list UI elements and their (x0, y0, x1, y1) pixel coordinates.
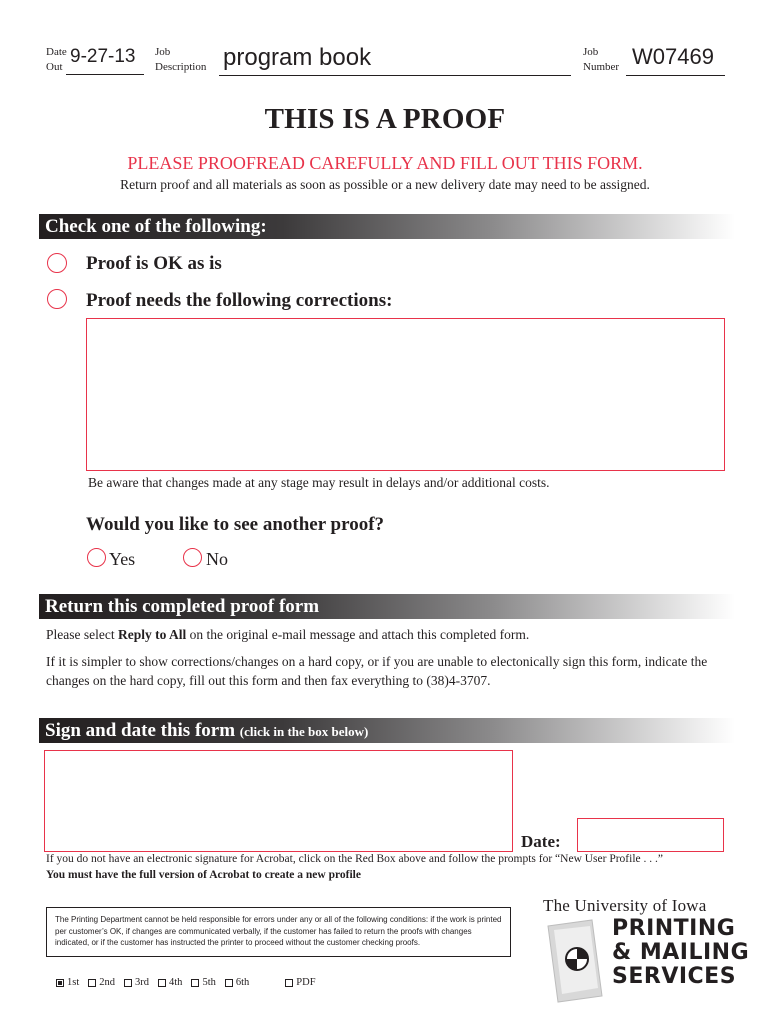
proof-1st[interactable] (56, 977, 79, 988)
job-label: Job (155, 46, 171, 58)
proof-5th[interactable] (191, 977, 215, 988)
logo-line-printing: PRINTING (612, 916, 736, 941)
yes-radio[interactable] (87, 548, 106, 567)
date-out-value: 9-27-13 (70, 46, 136, 67)
date-out-label (46, 46, 67, 73)
checkbox-icon[interactable] (191, 979, 199, 987)
proof-2nd-label: 2nd (99, 977, 116, 988)
reply-all-instruction (46, 625, 726, 644)
checkbox-icon[interactable] (225, 979, 233, 987)
proof-3rd-label: 3rd (135, 977, 150, 988)
sign-section-heading (39, 718, 735, 743)
proof-number-row (56, 977, 316, 988)
yes-label: Yes (109, 549, 136, 569)
sign-heading-note: (click in the box below) (239, 724, 369, 739)
sign-heading-text: Sign and date this form (45, 720, 236, 741)
return-instructions: Return proof and all materials as soon as possible or a new delivery date may need to be assigned. (120, 177, 650, 192)
logo-line-mailing: & MAILING (612, 940, 750, 965)
reply-all-bold: Reply to All (117, 627, 187, 642)
disclaimer-box (46, 907, 511, 957)
job-number-value: W07469 (632, 44, 714, 69)
proof-ok-label: Proof is OK as is (86, 253, 222, 274)
number-label: Number (583, 61, 620, 73)
printing-logo-icon (540, 918, 610, 1004)
job-description-label (155, 46, 206, 73)
logo-line-services: SERVICES (612, 964, 737, 989)
disclaimer-text: The Printing Department cannot be held responsible for errors under any or all of the following conditions: if the work is printed per customer’s OK, if changes are communicated verbally, if the customer has failed to return the proofs with changes indicated, or if the customer has instructed the printer to proceed without the customer checking proofs. (55, 915, 502, 947)
sign-date-field[interactable] (577, 818, 724, 852)
proofread-subtitle: PLEASE PROOFREAD CAREFULLY AND FILL OUT THIS FORM. (127, 153, 643, 173)
proof-4th-label: 4th (169, 977, 183, 988)
job-description-field[interactable] (219, 44, 571, 76)
date-label-sign: Date: (521, 832, 561, 851)
proof-6th[interactable] (225, 977, 249, 988)
job-number-field[interactable] (626, 44, 725, 76)
changes-warning: Be aware that changes made at any stage may result in delays and/or additional costs. (88, 475, 550, 490)
out-label: Out (46, 61, 63, 73)
return-section-heading (39, 594, 735, 619)
check-section-heading (39, 214, 735, 239)
reply-all-post: on the original e-mail message and attach this completed form. (186, 627, 530, 642)
proof-3rd[interactable] (124, 977, 149, 988)
checkbox-checked-icon[interactable] (56, 979, 64, 987)
proof-corrections-radio[interactable] (47, 289, 67, 309)
job-number-label-1: Job (583, 46, 599, 58)
job-number-label (583, 46, 619, 73)
proof-4th[interactable] (158, 977, 182, 988)
proof-5th-label: 5th (202, 977, 216, 988)
proof-6th-label: 6th (235, 977, 250, 988)
another-proof-question: Would you like to see another proof? (86, 514, 385, 535)
university-name: The University of Iowa (543, 896, 707, 915)
proof-ok-radio[interactable] (47, 253, 67, 273)
printing-mailing-services-logo (612, 917, 749, 989)
signature-box[interactable] (44, 750, 513, 852)
corrections-textarea[interactable] (86, 318, 725, 471)
proof-1st-label: 1st (67, 977, 80, 988)
page-title: THIS IS A PROOF (264, 103, 506, 135)
job-description-value: program book (223, 44, 372, 71)
no-radio[interactable] (183, 548, 202, 567)
date-label: Date (46, 46, 67, 58)
acrobat-requirement: You must have the full version of Acrobat to create a new profile (46, 869, 361, 881)
proof-pdf[interactable] (285, 977, 315, 988)
description-label: Description (155, 61, 207, 73)
check-heading-text: Check one of the following: (45, 216, 267, 237)
checkbox-icon[interactable] (88, 979, 96, 987)
return-heading-text: Return this completed proof form (45, 596, 320, 617)
reply-all-pre: Please select (46, 627, 118, 642)
signature-note: If you do not have an electronic signature for Acrobat, click on the Red Box above and follow the prompts for “New User Profile . . .” (46, 853, 663, 865)
proof-pdf-label: PDF (296, 977, 316, 988)
date-out-field[interactable] (66, 46, 144, 75)
checkbox-icon[interactable] (285, 979, 293, 987)
checkbox-icon[interactable] (124, 979, 132, 987)
proof-2nd[interactable] (88, 977, 115, 988)
hard-copy-instruction: If it is simpler to show corrections/changes on a hard copy, or if you are unable to electonically sign this form, indicate the changes on the hard copy, fill out this form and then fax everything to (38)4-3707. (46, 654, 708, 688)
proof-corrections-label: Proof needs the following corrections: (86, 290, 393, 311)
checkbox-icon[interactable] (158, 979, 166, 987)
no-label: No (206, 549, 228, 569)
